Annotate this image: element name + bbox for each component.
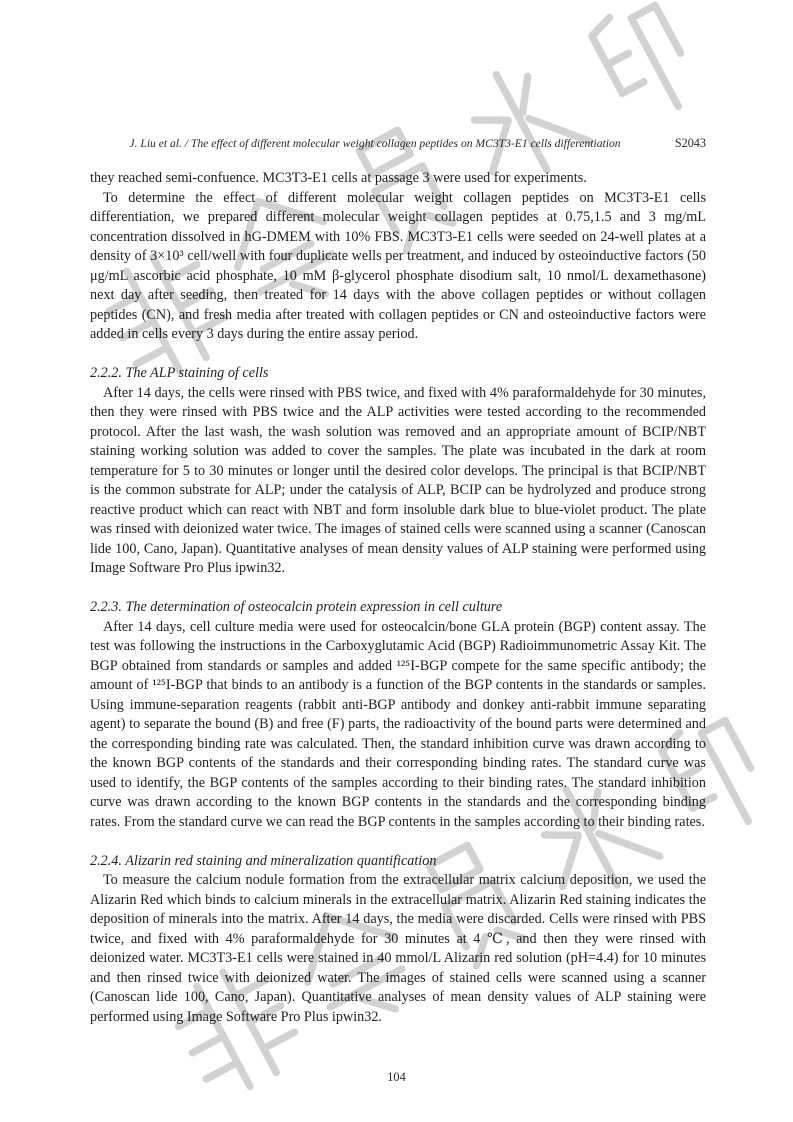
- section-heading-2-2-2: 2.2.2. The ALP staining of cells: [90, 365, 269, 381]
- page-footer: [0, 1070, 793, 1085]
- article-body: [90, 169, 706, 1027]
- running-title: J. Liu et al. / The effect of different molecular weight collagen peptides on MC3T3-E1 cells differentiation: [129, 137, 621, 150]
- section-paragraph-2-2-2: After 14 days, the cells were rinsed with PBS twice, and fixed with 4% paraformaldehyde for 30 minutes, then they were rinsed with PBS twice and the ALP activities were tested according to the recommended protocol. After the last wash, the wash solution was removed and an appropriate amount of BCIP/NBT staining working solution was added to cover the samples. The plate was incubated in the dark at room temperature for 5 to 30 minutes or longer until the desired color develops. The principal is that BCIP/NBT is the common substrate for ALP; under the catalysis of ALP, BCIP can be hydrolyzed and produce strong reactive product which can react with NBT and form insoluble dark blue to blue-violet product. The plate was rinsed with deionized water twice. The images of stained cells were scanned using a scanner (Canoscan lide 100, Cano, Japan). Quantitative analyses of mean density values of ALP staining were performed using Image Software Pro Plus ipwin32.: [90, 384, 706, 576]
- page-header: [90, 136, 706, 151]
- page-id: S2043: [674, 136, 706, 150]
- paragraph-continuation: they reached semi-confuence. MC3T3-E1 cells at passage 3 were used for experiments.: [90, 170, 587, 186]
- section-heading-2-2-4: 2.2.4. Alizarin red staining and mineralization quantification: [90, 852, 437, 869]
- page-number: 104: [387, 1070, 406, 1084]
- section-paragraph-2-2-3: After 14 days, cell culture media were used for osteocalcin/bone GLA protein (BGP) content assay. The test was following the instructions in the Carboxyglutamic Acid (BGP) Radioimmunometric Assay Kit. The BGP obtained from standards or samples and added ¹²⁵I-BGP compete for the same specific antibody; the amount of ¹²⁵I-BGP that binds to an antibody is a function of the BGP contents in the standards or samples. Using immune-separation reagents (rabbit anti-BGP antibody and donkey anti-rabbit immune separating agent) to separate the bound (B) and free (F) parts, the radioactivity of the bound parts were determined and the corresponding binding rate was calculated. Then, the standard inhibition curve was drawn according to the known BGP contents of the standards and their corresponding binding rates. The standard curve was used to identify, the BGP contents of the samples according to their binding rates. The standard inhibition curve was drawn according to the known BGP contents in the standards and the corresponding binding rates. From the standard curve we can read the BGP contents in the samples according to their binding rates.: [90, 618, 706, 830]
- section-paragraph-2-2-4: To measure the calcium nodule formation from the extracellular matrix calcium deposition, we used the Alizarin Red which binds to calcium minerals in the extracellular matrix. Alizarin Red staining indicates the deposition of minerals into the matrix. After 14 days, the media were discarded. Cells were rinsed with PBS twice, and fixed with 4% paraformaldehyde for 30 minutes at 4 ℃, and then they were rinsed with deionized water. MC3T3-E1 cells were stained in 40 mmol/L Alizarin red solution (pH=4.4) for 10 minutes and then rinsed twice with deionized water. The images of stained cells were scanned using a scanner (Canoscan lide 100, Cano, Japan). Quantitative analyses of mean density values of ALP staining were performed using Image Software Pro Plus ipwin32.: [90, 872, 706, 1025]
- paragraph-intro: To determine the effect of different molecular weight collagen peptides on MC3T3-E1 cells differentiation, we prepared different molecular weight collagen peptides at 0.75,1.5 and 3 mg/mL concentration dissolved in hG-DMEM with 10% FBS. MC3T3-E1 cells were seeded on 24-well plates at a density of 3×10³ cell/well with four duplicate wells per treatment, and induced by osteoinductive factors (50 μg/mL ascorbic acid phosphate, 10 mM β-glycerol phosphate disodium salt, 10 nmol/L dexamethasone) next day after seeding, then treated for 14 days with the above collagen peptides or without collagen peptides (CN), and fresh media after treated with collagen peptides or CN and osteoinductive factors were added in cells every 3 days during the entire assay period.: [90, 189, 706, 342]
- section-heading-2-2-3: 2.2.3. The determination of osteocalcin protein expression in cell culture: [90, 599, 503, 615]
